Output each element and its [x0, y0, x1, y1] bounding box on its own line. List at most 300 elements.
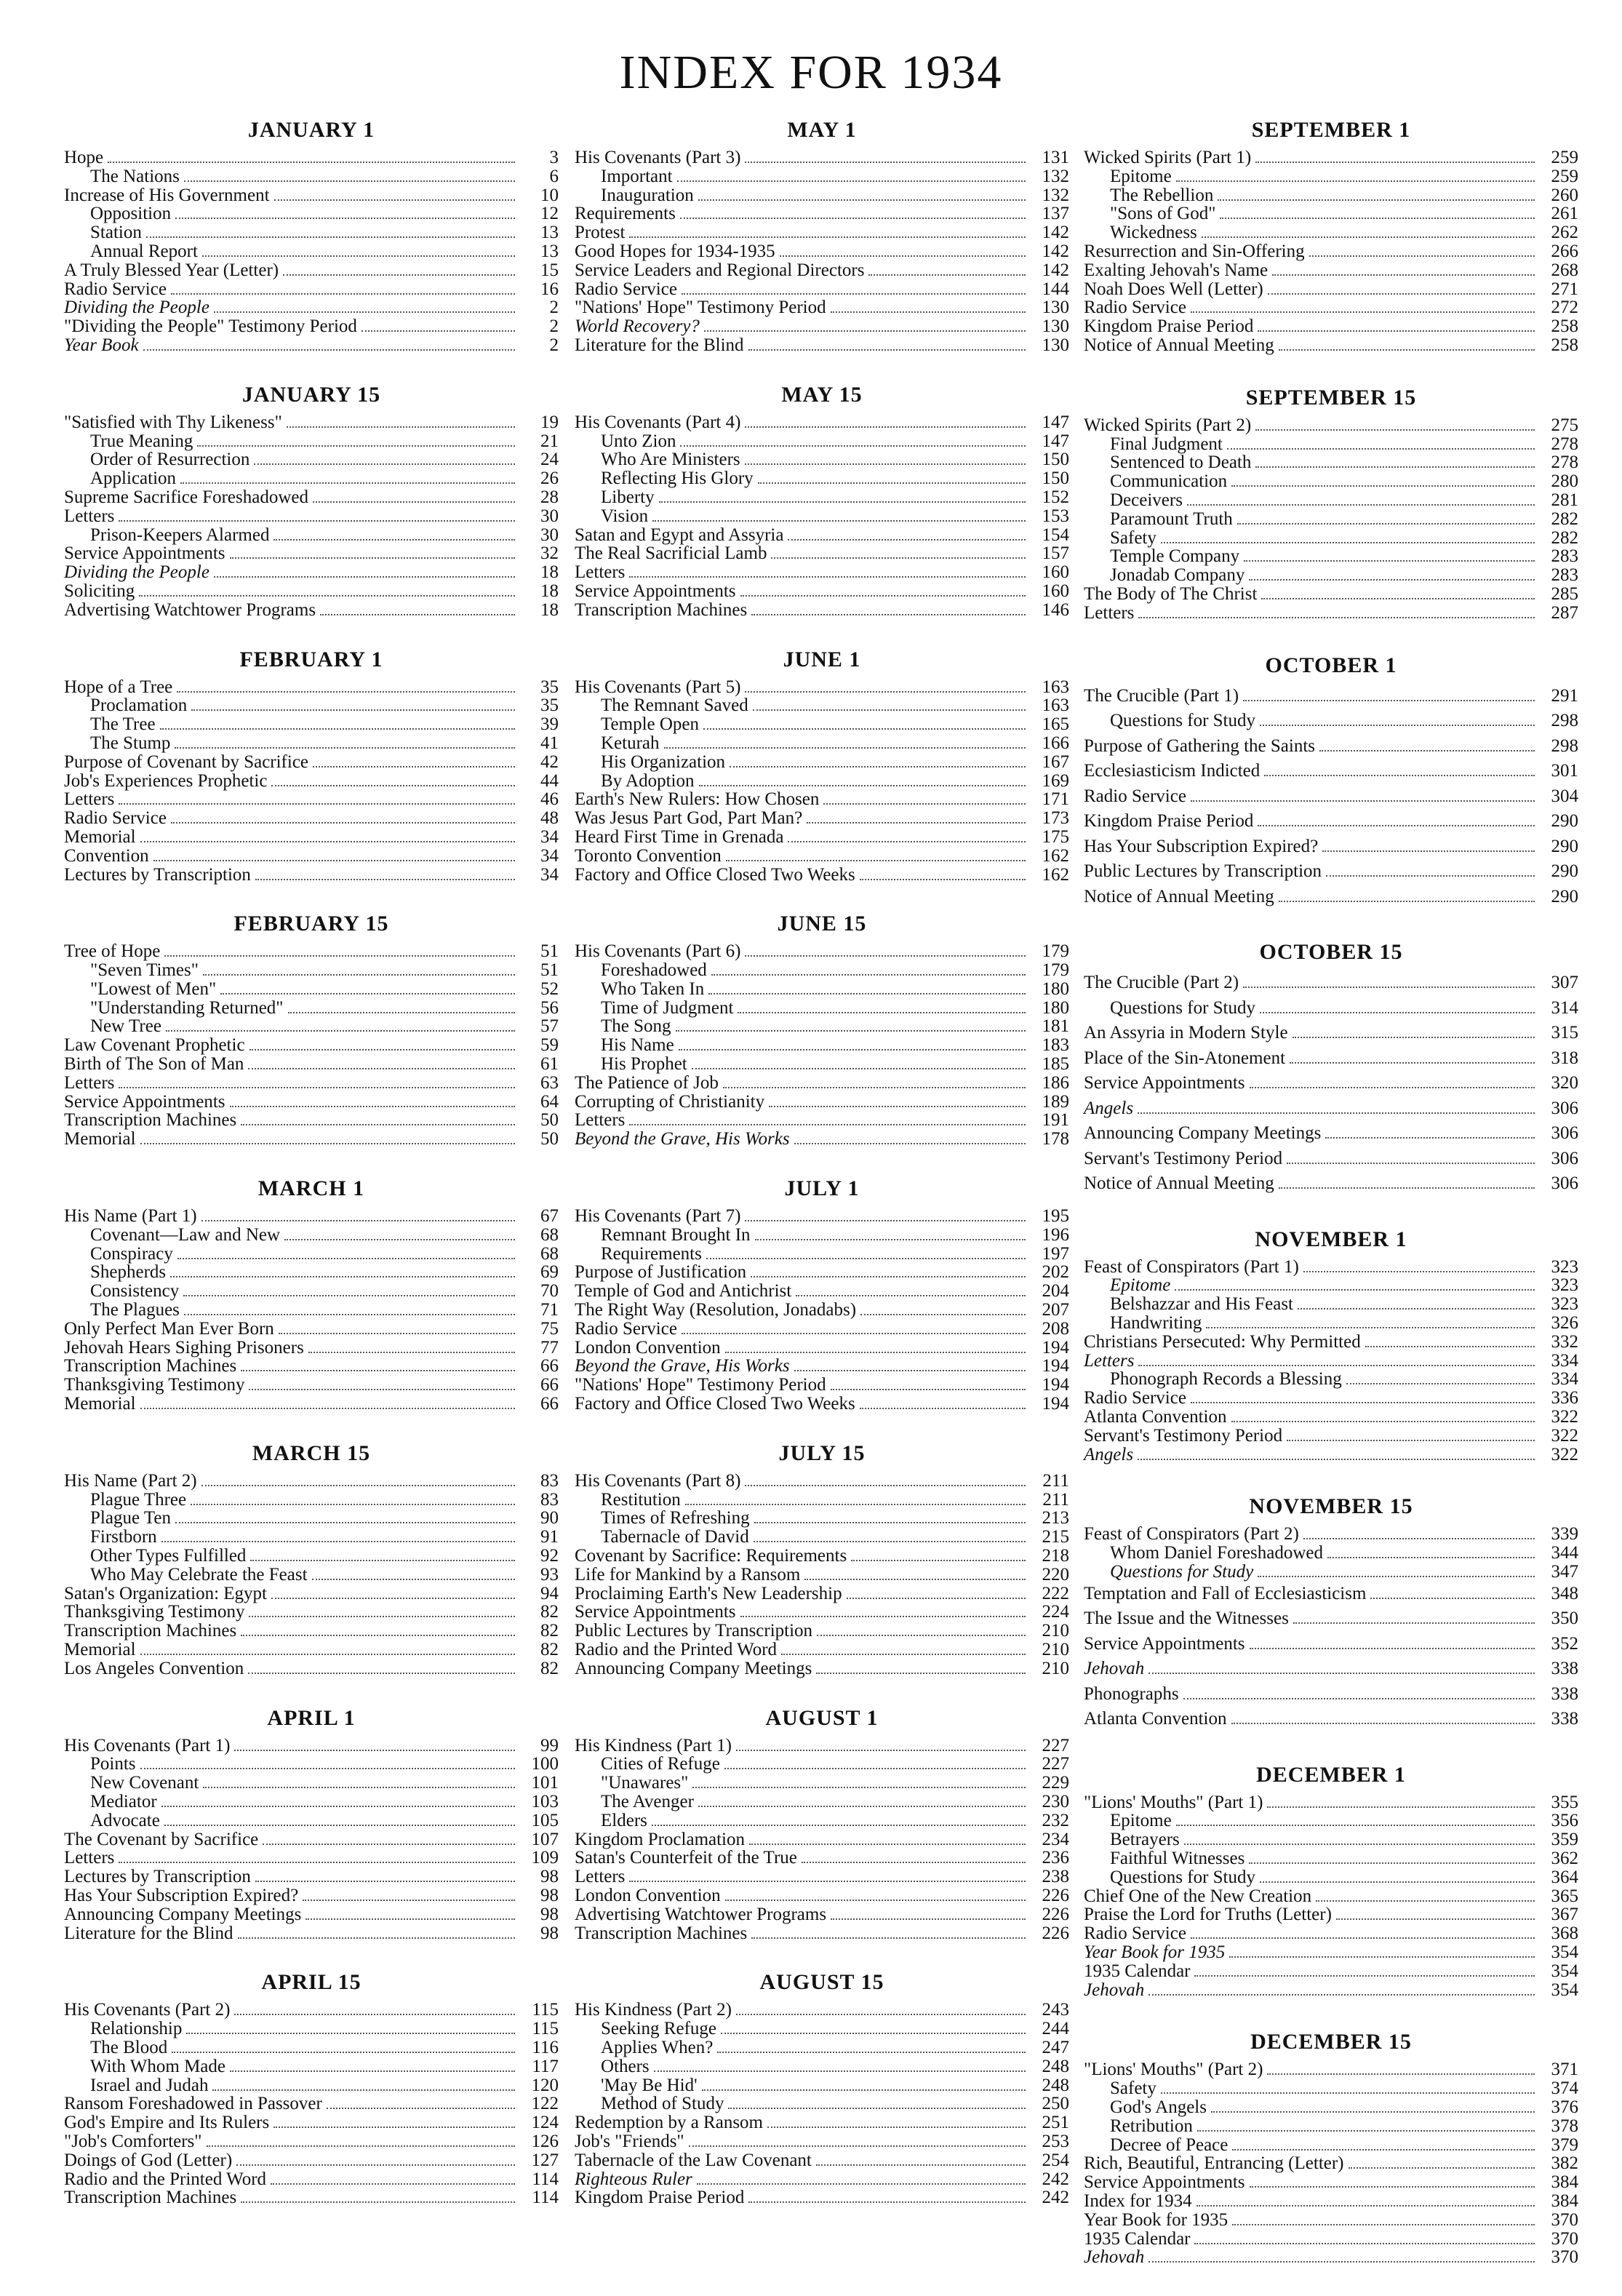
- entry-title: The Real Sacrificial Lamb: [575, 543, 767, 564]
- index-subentry: [1084, 1370, 1578, 1389]
- index-entry: [64, 1111, 559, 1130]
- page-number: 66: [540, 1375, 559, 1395]
- index-entry: [575, 866, 1069, 885]
- dot-leader: [271, 1598, 515, 1599]
- entry-title: Good Hopes for 1934-1935: [575, 241, 775, 261]
- index-entry: [575, 1830, 1069, 1849]
- index-subentry: [575, 1509, 1069, 1528]
- entry-title: Transcription Machines: [575, 599, 748, 620]
- index-entry: [575, 2113, 1069, 2132]
- dot-leader: [699, 785, 1026, 786]
- entry-title: Advocate: [90, 1810, 160, 1830]
- entry-title: Points: [90, 1754, 136, 1774]
- dot-leader: [1258, 330, 1535, 332]
- page-number: 278: [1551, 434, 1578, 454]
- page-number: 258: [1551, 316, 1578, 337]
- dot-leader: [629, 1124, 1026, 1125]
- dot-leader: [1176, 180, 1535, 182]
- dot-leader: [677, 180, 1026, 182]
- entry-title: Requirements: [575, 204, 676, 224]
- entry-title: Announcing Company Meetings: [1084, 1123, 1322, 1144]
- index-subentry: [575, 432, 1069, 451]
- entry-title: Important: [601, 166, 673, 186]
- section-heading: NOVEMBER 15: [1249, 1494, 1413, 1519]
- dot-leader: [1231, 1421, 1535, 1422]
- index-entry: [64, 772, 559, 791]
- entry-title: Ecclesiasticism Indicted: [1084, 761, 1261, 781]
- index-entry: [575, 2170, 1069, 2189]
- index-entry: [575, 1093, 1069, 1112]
- dot-leader: [1138, 1365, 1535, 1366]
- entry-title: Consistency: [90, 1281, 180, 1302]
- index-entry: [64, 298, 559, 317]
- index-entry: [1084, 2230, 1578, 2249]
- entry-title: Belshazzar and His Feast: [1110, 1294, 1294, 1315]
- dot-leader: [279, 1333, 515, 1334]
- dot-leader: [1231, 485, 1535, 487]
- index-entry: [64, 413, 559, 432]
- dot-leader: [1298, 1308, 1535, 1310]
- page-number: 248: [1042, 2056, 1069, 2076]
- dot-leader: [1191, 1937, 1535, 1939]
- dot-leader: [186, 2033, 515, 2034]
- dot-leader: [847, 1598, 1026, 1599]
- index-section: [575, 1969, 1069, 2207]
- index-entry: [64, 1207, 559, 1226]
- dot-leader: [851, 1560, 1026, 1561]
- dot-leader: [1138, 1112, 1535, 1114]
- dot-leader: [804, 1579, 1026, 1580]
- index-entry: [1084, 1021, 1578, 1046]
- dot-leader: [754, 1541, 1026, 1542]
- page-number: 306: [1551, 1098, 1578, 1118]
- entry-title: Place of the Sin-Atonement: [1084, 1048, 1286, 1068]
- page-number: 376: [1551, 2097, 1578, 2118]
- page-title: INDEX FOR 1934: [619, 46, 1003, 99]
- dot-leader: [1187, 504, 1535, 506]
- page-number: 210: [1042, 1658, 1069, 1678]
- page-number: 59: [540, 1035, 559, 1056]
- page-number: 34: [540, 864, 559, 885]
- index-subentry: [64, 1774, 559, 1793]
- page-number: 194: [1042, 1337, 1069, 1358]
- dot-leader: [143, 349, 515, 351]
- dot-leader: [1279, 1187, 1535, 1189]
- index-subentry: [1084, 1811, 1578, 1830]
- entry-title: Beyond the Grave, His Works: [575, 1129, 790, 1149]
- entry-title: The Covenant by Sacrifice: [64, 1829, 259, 1849]
- entry-title: 1935 Calendar: [1084, 2228, 1191, 2249]
- index-column-2: [575, 116, 1069, 2233]
- index-entry: [64, 1376, 559, 1395]
- index-subentry: [64, 2038, 559, 2057]
- page-number: 323: [1551, 1275, 1578, 1296]
- index-entry: [64, 1055, 559, 1074]
- dot-leader: [1319, 750, 1535, 752]
- dot-leader: [1287, 1163, 1535, 1164]
- page-number: 278: [1551, 453, 1578, 473]
- dot-leader: [726, 860, 1026, 861]
- dot-leader: [802, 1862, 1026, 1863]
- dot-leader: [234, 1750, 515, 1751]
- entry-title: Atlanta Convention: [1084, 1406, 1227, 1427]
- dot-leader: [236, 2164, 515, 2166]
- entry-title: Atlanta Convention: [1084, 1709, 1227, 1729]
- dot-leader: [1243, 700, 1535, 701]
- dot-leader: [748, 349, 1026, 351]
- entry-title: The Remnant Saved: [601, 695, 748, 716]
- entry-title: "Lowest of Men": [90, 978, 217, 999]
- dot-leader: [171, 293, 515, 295]
- index-entry: [64, 507, 559, 526]
- entry-title: Increase of His Government: [64, 185, 270, 205]
- index-entry: [575, 413, 1069, 432]
- page-number: 2: [549, 298, 559, 318]
- entry-title: 1935 Calendar: [1084, 1961, 1191, 1981]
- page-number: 30: [540, 506, 559, 526]
- index-entry: [64, 942, 559, 961]
- entry-title: Service Leaders and Regional Directors: [575, 260, 865, 280]
- page-number: 290: [1551, 836, 1578, 856]
- index-entry: [64, 2151, 559, 2170]
- index-entry: [575, 601, 1069, 620]
- entry-title: Noah Does Well (Letter): [1084, 279, 1263, 299]
- entry-title: Factory and Office Closed Two Weeks: [575, 1394, 855, 1414]
- dot-leader: [771, 557, 1026, 559]
- index-entry: [64, 1339, 559, 1358]
- page-number: 114: [532, 2169, 559, 2189]
- dot-leader: [313, 766, 515, 768]
- dot-leader: [230, 557, 516, 559]
- dot-leader: [140, 1143, 515, 1144]
- index-subentry: [64, 450, 559, 469]
- dot-leader: [1231, 1723, 1535, 1724]
- page-number: 2: [549, 335, 559, 355]
- index-entry: [575, 828, 1069, 847]
- page-number: 194: [1042, 1375, 1069, 1395]
- index-subentry: [64, 1301, 559, 1320]
- index-entry: [64, 186, 559, 205]
- dot-leader: [1272, 274, 1535, 276]
- dot-leader: [180, 482, 515, 484]
- dot-leader: [736, 2014, 1026, 2015]
- page-number: 191: [1042, 1110, 1069, 1131]
- index-entry: [575, 1566, 1069, 1585]
- page-number: 306: [1551, 1173, 1578, 1194]
- page-number: 227: [1042, 1754, 1069, 1774]
- page-number: 306: [1551, 1148, 1578, 1168]
- index-entry: [1084, 1657, 1578, 1682]
- page-number: 355: [1551, 1792, 1578, 1812]
- page-number: 352: [1551, 1633, 1578, 1654]
- entry-title: "Nations' Hope" Testimony Period: [575, 1375, 826, 1395]
- page-number: 315: [1551, 1023, 1578, 1043]
- dot-leader: [748, 2201, 1026, 2203]
- index-entry: [1084, 585, 1578, 604]
- entry-title: Feast of Conspirators (Part 2): [1084, 1524, 1299, 1544]
- page-number: 171: [1042, 789, 1069, 810]
- entry-title: Requirements: [601, 1243, 702, 1264]
- page-number: 370: [1551, 2247, 1578, 2268]
- entry-title: Kingdom Praise Period: [1084, 811, 1254, 832]
- dot-leader: [171, 822, 515, 824]
- index-entry: [64, 1130, 559, 1149]
- dot-leader: [238, 1937, 515, 1939]
- dot-leader: [788, 539, 1026, 541]
- index-entry: [64, 601, 559, 620]
- index-entry: [64, 1849, 559, 1868]
- page-number: 208: [1042, 1318, 1069, 1339]
- index-entry: [64, 1357, 559, 1376]
- page-number: 64: [540, 1091, 559, 1112]
- index-entry: [1084, 2173, 1578, 2192]
- dot-leader: [728, 2108, 1026, 2109]
- page-number: 248: [1042, 2075, 1069, 2095]
- entry-title: Method of Study: [601, 2094, 724, 2114]
- page-number: 34: [540, 845, 559, 866]
- page-number: 28: [540, 487, 559, 507]
- page-number: 144: [1042, 279, 1069, 299]
- dot-leader: [327, 2108, 515, 2109]
- dot-leader: [1316, 1900, 1535, 1902]
- dot-leader: [1237, 523, 1535, 525]
- dot-leader: [164, 1825, 515, 1826]
- index-entry: [64, 847, 559, 866]
- entry-title: Mediator: [90, 1791, 157, 1811]
- index-entry: [64, 488, 559, 507]
- entry-title: Others: [601, 2056, 650, 2076]
- page-number: 379: [1551, 2134, 1578, 2155]
- index-entry: [575, 1207, 1069, 1226]
- page-number: 210: [1042, 1640, 1069, 1659]
- page-number: 226: [1042, 1885, 1069, 1905]
- dot-leader: [1244, 560, 1535, 562]
- dot-leader: [721, 2033, 1026, 2034]
- index-entry: [575, 298, 1069, 317]
- section-heading: DECEMBER 1: [1256, 1762, 1406, 1787]
- dot-leader: [769, 1106, 1026, 1107]
- dot-leader: [1255, 466, 1535, 468]
- dot-leader: [201, 1485, 515, 1486]
- dot-leader: [697, 2183, 1026, 2185]
- entry-title: Was Jesus Part God, Part Man?: [575, 808, 803, 829]
- page-number: 338: [1551, 1709, 1578, 1729]
- entry-title: Year Book for 1935: [1084, 1942, 1226, 1963]
- dot-leader: [1255, 162, 1535, 163]
- dot-leader: [249, 1616, 515, 1617]
- entry-title: Hope: [64, 148, 104, 167]
- index-subentry: [575, 450, 1069, 469]
- dot-leader: [273, 539, 515, 541]
- page-number: 142: [1042, 260, 1069, 280]
- index-entry: [1084, 834, 1578, 860]
- index-subentry: [64, 1017, 559, 1036]
- entry-title: Seeking Refuge: [601, 2019, 716, 2039]
- entry-title: Foreshadowed: [601, 960, 707, 981]
- dot-leader: [664, 747, 1026, 749]
- dot-leader: [751, 614, 1026, 615]
- dot-leader: [241, 1635, 515, 1636]
- dot-leader: [860, 879, 1026, 880]
- dot-leader: [1336, 1918, 1535, 1920]
- dot-leader: [175, 1522, 515, 1523]
- index-subentry: [64, 223, 559, 242]
- entry-title: Los Angeles Convention: [64, 1658, 244, 1678]
- index-subentry: [575, 980, 1069, 999]
- index-section: [575, 1440, 1069, 1678]
- index-entry: [64, 2170, 559, 2189]
- entry-title: "Lions' Mouths" (Part 1): [1084, 1792, 1263, 1812]
- entry-title: With Whom Made: [90, 2056, 225, 2076]
- index-subentry: [1084, 1544, 1578, 1563]
- index-entry: [1084, 1962, 1578, 1981]
- dot-leader: [140, 841, 515, 842]
- entry-title: Purpose of Gathering the Saints: [1084, 736, 1316, 756]
- index-subentry: [64, 432, 559, 451]
- index-section: [1084, 384, 1578, 623]
- dot-leader: [724, 1768, 1026, 1769]
- dot-leader: [1232, 2224, 1535, 2225]
- page-number: 13: [540, 241, 559, 261]
- entry-title: Memorial: [64, 1129, 136, 1149]
- index-entry: [1084, 1121, 1578, 1147]
- index-entry: [575, 1376, 1069, 1395]
- page-number: 272: [1551, 298, 1578, 318]
- page-number: 260: [1551, 185, 1578, 205]
- page-number: 196: [1042, 1224, 1069, 1245]
- entry-title: The Avenger: [601, 1791, 694, 1811]
- dot-leader: [692, 1787, 1026, 1788]
- index-entry: [575, 809, 1069, 828]
- index-section: [575, 910, 1069, 1149]
- section-heading: DECEMBER 15: [1250, 2030, 1412, 2054]
- dot-leader: [313, 501, 515, 503]
- page-number: 281: [1551, 490, 1578, 510]
- page-number: 242: [1042, 2188, 1069, 2208]
- entry-title: His Name (Part 1): [64, 1206, 197, 1227]
- page-number: 66: [540, 1356, 559, 1376]
- entry-title: Exalting Jehovah's Name: [1084, 260, 1269, 280]
- dot-leader: [191, 1504, 515, 1505]
- entry-title: New Tree: [90, 1016, 161, 1037]
- dot-leader: [794, 1143, 1026, 1144]
- index-entry: [1084, 1682, 1578, 1707]
- page-number: 301: [1551, 761, 1578, 781]
- entry-title: Covenant—Law and New: [90, 1224, 281, 1245]
- page-number: 153: [1042, 506, 1069, 526]
- page-number: 35: [540, 677, 559, 697]
- page-number: 93: [540, 1564, 559, 1585]
- entry-title: Questions for Study: [1110, 1867, 1255, 1887]
- dot-leader: [249, 1049, 515, 1051]
- page-number: 211: [1042, 1470, 1069, 1491]
- index-entry: [64, 1641, 559, 1659]
- page-number: 19: [540, 412, 559, 432]
- index-entry: [575, 847, 1069, 866]
- entry-title: Literature for the Blind: [575, 335, 744, 355]
- index-entry: [64, 261, 559, 280]
- page-number: 213: [1042, 1508, 1069, 1528]
- dot-leader: [860, 1408, 1026, 1409]
- entry-title: Corrupting of Christianity: [575, 1091, 765, 1112]
- dot-leader: [284, 1239, 515, 1240]
- dot-leader: [1197, 2130, 1535, 2132]
- index-entry: [575, 280, 1069, 299]
- entry-title: Transcription Machines: [64, 1356, 237, 1376]
- index-subentry: [575, 772, 1069, 791]
- entry-title: An Assyria in Modern Style: [1084, 1023, 1288, 1043]
- dot-leader: [758, 482, 1026, 484]
- entry-title: Public Lectures by Transcription: [575, 1621, 813, 1641]
- index-subentry: [64, 980, 559, 999]
- page-number: 280: [1551, 471, 1578, 492]
- entry-title: Letters: [64, 1072, 115, 1093]
- dot-leader: [274, 199, 515, 201]
- entry-title: World Recovery?: [575, 316, 700, 337]
- page-number: 323: [1551, 1256, 1578, 1277]
- entry-title: London Convention: [575, 1337, 721, 1358]
- entry-title: Service Appointments: [575, 581, 736, 601]
- dot-leader: [255, 1881, 515, 1882]
- index-subentry: [1084, 1563, 1578, 1582]
- dot-leader: [248, 1068, 515, 1069]
- dot-leader: [725, 1900, 1026, 1901]
- entry-title: The Issue and the Witnesses: [1084, 1609, 1289, 1629]
- page-number: 10: [540, 185, 559, 205]
- entry-title: Whom Daniel Foreshadowed: [1110, 1543, 1323, 1563]
- index-subentry: [1084, 453, 1578, 472]
- dot-leader: [1211, 2111, 1535, 2113]
- dot-leader: [170, 1276, 515, 1277]
- entry-title: London Convention: [575, 1885, 721, 1905]
- section-heading: SEPTEMBER 15: [1245, 385, 1417, 410]
- page-number: 137: [1042, 204, 1069, 224]
- entry-title: Letters: [575, 1110, 626, 1131]
- index-subentry: [1084, 2136, 1578, 2155]
- page-number: 382: [1551, 2153, 1578, 2174]
- index-entry: [1084, 148, 1578, 167]
- index-section: [64, 116, 559, 355]
- index-entry: [575, 336, 1069, 355]
- dot-leader: [816, 1673, 1026, 1674]
- dot-leader: [702, 2089, 1026, 2091]
- index-subentry: [1084, 996, 1578, 1021]
- index-entry: [575, 1886, 1069, 1905]
- page-number: 367: [1551, 1905, 1578, 1925]
- dot-leader: [725, 1352, 1026, 1353]
- dot-leader: [823, 803, 1026, 805]
- page-number: 197: [1042, 1243, 1069, 1264]
- index-entry: [575, 1357, 1069, 1376]
- entry-title: Angels: [1084, 1444, 1134, 1464]
- index-entry: [575, 2151, 1069, 2170]
- dot-leader: [817, 1635, 1026, 1636]
- index-section: [575, 116, 1069, 355]
- page-number: 224: [1042, 1602, 1069, 1622]
- dot-leader: [730, 766, 1026, 768]
- entry-title: Memorial: [64, 826, 136, 847]
- page-number: 194: [1042, 1394, 1069, 1414]
- index-entry: [1084, 784, 1578, 810]
- index-entry: [1084, 859, 1578, 885]
- index-section: [64, 1440, 559, 1678]
- entry-title: Doings of God (Letter): [64, 2150, 233, 2170]
- entry-title: Radio and the Printed Word: [64, 2169, 267, 2189]
- dot-leader: [1176, 1825, 1535, 1826]
- entry-title: Notice of Annual Meeting: [1084, 335, 1274, 355]
- dot-leader: [1322, 850, 1535, 852]
- dot-leader: [1267, 1806, 1535, 1808]
